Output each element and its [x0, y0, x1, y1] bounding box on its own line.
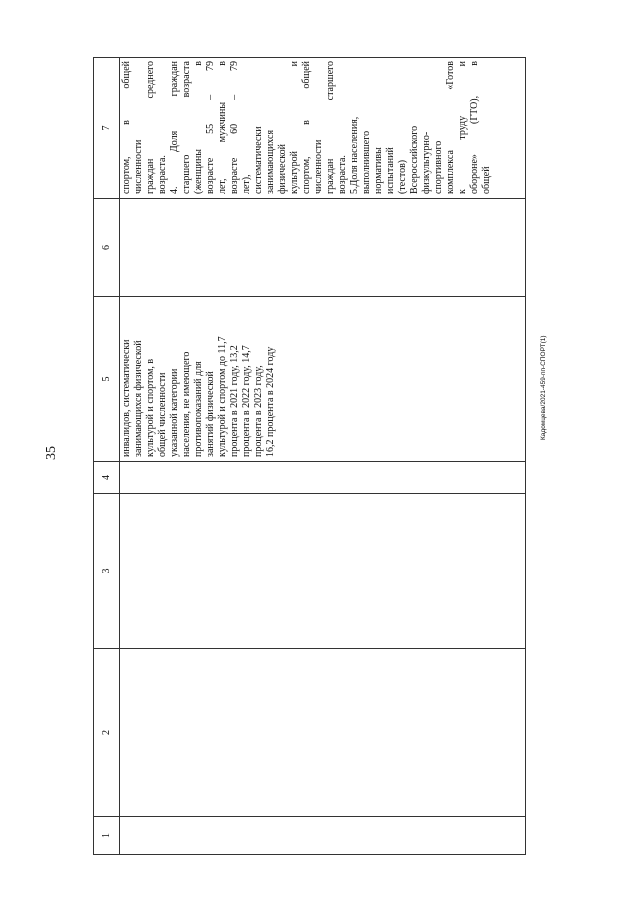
text-line — [337, 61, 349, 194]
column-header-6: 6 — [94, 199, 120, 297]
text-word: и — [457, 61, 468, 67]
text-word: лет), — [241, 174, 252, 194]
text-line — [277, 61, 289, 194]
text-word: мужчины — [217, 101, 228, 143]
text-word: граждан — [145, 158, 156, 194]
text-word: граждан — [325, 158, 336, 194]
text-word: среднего — [145, 61, 156, 99]
text-word: возрасте — [229, 157, 240, 194]
text-word: 4. — [169, 186, 180, 194]
text-line — [181, 61, 193, 194]
text-line: культурой и спортом, в — [145, 358, 156, 457]
cell-col-3 — [120, 494, 526, 649]
text-word: численности — [133, 139, 144, 194]
text-line: процента в 2023 году, — [253, 365, 264, 457]
text-word: Всероссийского — [409, 125, 420, 194]
text-line — [385, 61, 397, 194]
text-word: старшего — [181, 154, 192, 194]
cell-col-5 — [120, 297, 526, 462]
text-line — [193, 61, 205, 194]
text-word: возраста. — [337, 155, 348, 194]
column-header-5: 5 — [94, 297, 120, 462]
text-line: противопоказаний для — [193, 361, 204, 457]
page-number: 35 — [44, 446, 59, 460]
text-line — [121, 61, 133, 194]
text-word: общей — [301, 61, 312, 89]
text-word: (ГТО), — [469, 95, 480, 124]
text-word: испытаний — [385, 147, 396, 194]
text-line — [289, 61, 301, 194]
text-word: в — [193, 61, 204, 66]
text-line: культурой и спортом до 11,7 — [217, 336, 228, 457]
text-word: выполнившего — [361, 130, 372, 194]
program-table — [93, 57, 526, 855]
text-line: инвалидов, систематически — [121, 339, 132, 457]
text-word: нормативы — [373, 147, 384, 194]
text-line — [397, 61, 409, 194]
text-word: – — [205, 94, 216, 100]
text-word: общей — [121, 61, 132, 89]
text-word: 79 — [229, 61, 240, 72]
text-line: процента в 2022 году, 14,7 — [241, 345, 252, 457]
document-id: Кадомцева/2021-459-пп-СПОРТ(1) — [540, 335, 547, 440]
text-word: обороне» — [469, 154, 480, 194]
text-word: спортивного — [433, 140, 444, 194]
text-word: лет, — [217, 178, 228, 194]
text-word: 5.Доля населения, — [349, 116, 360, 194]
cell-col-4 — [120, 462, 526, 494]
text-line — [265, 61, 277, 194]
text-line — [229, 61, 241, 194]
text-word: общей — [481, 166, 492, 194]
text-line — [205, 61, 217, 194]
text-line — [145, 61, 157, 194]
text-word: «Готов — [445, 61, 456, 90]
text-word: возрасте — [205, 157, 216, 194]
text-line: указанной категории — [169, 368, 180, 457]
text-word: 60 — [229, 123, 240, 134]
text-word: систематически — [253, 126, 264, 194]
text-line — [409, 61, 421, 194]
text-word: численности — [313, 139, 324, 194]
text-word: возраста. — [157, 155, 168, 194]
text-word: возраста — [181, 61, 192, 98]
text-word: старшего — [325, 61, 336, 101]
text-word: культурой — [289, 150, 300, 194]
text-line — [157, 61, 169, 194]
column-header-4: 4 — [94, 462, 120, 494]
text-word: комплекса — [445, 150, 456, 194]
text-line — [301, 61, 313, 194]
column-header-7: 7 — [94, 58, 120, 199]
text-line — [241, 61, 253, 194]
text-line: процента в 2021 году, 13,2 — [229, 345, 240, 457]
text-line — [457, 61, 469, 194]
table-row — [120, 58, 526, 855]
text-line — [349, 61, 361, 194]
text-word: в — [217, 61, 228, 66]
text-line: 16,2 процента в 2024 году — [265, 346, 276, 457]
cell-col-2 — [120, 649, 526, 817]
text-word: Доля — [169, 130, 180, 153]
text-word: в — [121, 120, 132, 125]
column-header-2: 2 — [94, 649, 120, 817]
text-word: 55 — [205, 123, 216, 134]
text-line — [421, 61, 433, 194]
text-line: занимающихся физической — [133, 340, 144, 457]
indicator-list-text — [120, 58, 493, 198]
text-word: спортом, — [121, 156, 132, 194]
text-line — [133, 61, 145, 194]
text-line — [325, 61, 337, 194]
cell-col-1 — [120, 817, 526, 855]
header-row — [94, 58, 120, 855]
text-word: – — [229, 94, 240, 100]
text-line — [253, 61, 265, 194]
column-header-3: 3 — [94, 494, 120, 649]
text-word: граждан — [169, 61, 180, 97]
text-word: труду — [457, 115, 468, 140]
text-word: (женщины — [193, 148, 204, 194]
text-line — [373, 61, 385, 194]
text-line — [433, 61, 445, 194]
text-word: 79 — [205, 61, 216, 72]
indicator-target-text — [120, 297, 277, 461]
cell-col-7 — [120, 58, 526, 199]
cell-col-6 — [120, 199, 526, 297]
text-line — [481, 61, 493, 194]
text-word: занимающихся — [265, 129, 276, 194]
text-line: занятий физической — [205, 371, 216, 457]
text-line: общей численности — [157, 372, 168, 457]
text-line — [313, 61, 325, 194]
text-word: физической — [277, 144, 288, 194]
text-line — [445, 61, 457, 194]
text-word: (тестов) — [397, 159, 408, 194]
text-word: к — [457, 189, 468, 194]
text-word: физкультурно- — [421, 131, 432, 194]
text-word: в — [469, 61, 480, 66]
table-container — [93, 58, 526, 855]
text-line: населения, не имеющего — [181, 351, 192, 457]
text-line — [217, 61, 229, 194]
text-word: спортом, — [301, 156, 312, 194]
text-line — [169, 61, 181, 194]
text-line — [469, 61, 481, 194]
text-word: и — [289, 61, 300, 67]
text-word: в — [301, 120, 312, 125]
column-header-1: 1 — [94, 817, 120, 855]
text-line — [361, 61, 373, 194]
